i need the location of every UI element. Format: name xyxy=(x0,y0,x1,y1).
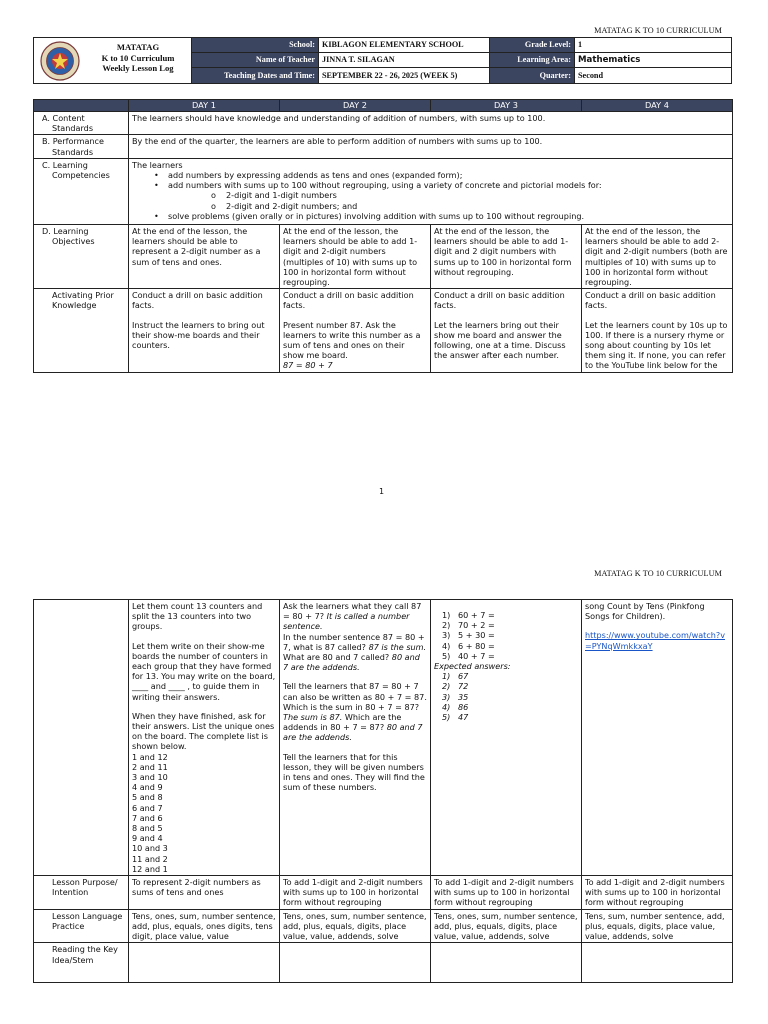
objective-day3: At the end of the lesson, the learners should be able to add 1-digit and 2 digit numbers with sums up to 100 in horizontal form without regrouping. xyxy=(431,225,582,289)
expected-answer: 1) 67 xyxy=(442,671,469,682)
content-standards-text: The learners should have knowledge and understanding of addition of numbers, with sums up to 100. xyxy=(129,112,733,135)
language-label: Lesson Language Practice xyxy=(34,909,129,943)
deped-seal-icon xyxy=(40,41,80,81)
youtube-link[interactable]: https://www.youtube.com/watch?v=PYNqWmkkxaY xyxy=(585,630,725,651)
header-info-table xyxy=(33,37,732,84)
purpose-day2: To add 1-digit and 2-digit numbers with sums up to 100 in horizontal form without regrouping xyxy=(280,876,431,910)
reading-label: Reading the Key Idea/Stem xyxy=(34,943,129,983)
pair-item: 10 and 3 xyxy=(132,843,168,854)
pair-item: 4 and 9 xyxy=(132,782,163,793)
objective-day4: At the end of the lesson, the learners should be able to add 2-digit and 2-digit numbers (both are multiples of 10) with sums up to 100 in horizontal form without regrouping. xyxy=(582,225,733,289)
curriculum-tag: MATATAG K TO 10 CURRICULUM xyxy=(594,26,722,35)
drill-item: 3) 5 + 30 = xyxy=(442,630,495,641)
pair-item: 1 and 12 xyxy=(132,751,168,762)
logo-subtitle-log: Weekly Lesson Log xyxy=(102,63,174,73)
expected-answer: 3) 35 xyxy=(442,691,469,702)
drill-items-list xyxy=(434,610,578,661)
performance-standards-row xyxy=(34,135,733,158)
teacher-value: JINNA T. SILAGAN xyxy=(319,52,490,68)
objectives-label: D. Learning Objectives xyxy=(34,225,129,289)
area-label: Learning Area: xyxy=(490,52,575,68)
day-header-row xyxy=(34,100,733,112)
purpose-row xyxy=(34,876,733,910)
grade-value: 1 xyxy=(575,38,732,53)
deped-logo-cell xyxy=(34,38,192,84)
competencies-intro: The learners xyxy=(132,159,183,170)
pair-item: 11 and 2 xyxy=(132,853,168,864)
school-label: School: xyxy=(192,38,319,53)
prior-day1: Conduct a drill on basic addition facts. Instruct the learners to bring out their show-me boards and their counters. xyxy=(129,289,280,372)
purpose-day4: To add 1-digit and 2-digit numbers with sums up to 100 in horizontal form without regrouping xyxy=(582,876,733,910)
dates-label: Teaching Dates and Time: xyxy=(192,68,319,84)
language-day3: Tens, ones, sum, number sentence, add, plus, equals, digits, place value, value, addends, solve xyxy=(431,909,582,943)
dates-value: SEPTEMBER 22 - 26, 2025 (WEEK 5) xyxy=(319,68,490,84)
drill-item: 5) 40 + 7 = xyxy=(442,650,495,661)
prior-day2: Conduct a drill on basic addition facts. Present number 87. Ask the learners to write this number as a sum of tens and ones on their show me board. 87 = 80 + 7 xyxy=(280,289,431,372)
purpose-day1: To represent 2-digit numbers as sums of tens and ones xyxy=(129,876,280,910)
performance-standards-label: B. Performance Standards xyxy=(34,135,129,158)
objectives-row xyxy=(34,225,733,289)
expected-answers-label: Expected answers: xyxy=(434,661,511,672)
competencies-row xyxy=(34,158,733,224)
competency-item: • add numbers with sums up to 100 without regrouping, using a variety of concrete and pictorial models for: o 2-digit and 1-digit numbers o 2-digit and 2-digit numbers; and xyxy=(132,180,729,211)
expected-answer: 5) 47 xyxy=(442,712,469,723)
competency-sublist xyxy=(168,190,729,210)
competency-subitem: o 2-digit and 2-digit numbers; and xyxy=(168,201,729,211)
competency-subitem: o 2-digit and 1-digit numbers xyxy=(168,190,729,200)
pair-item: 12 and 1 xyxy=(132,863,168,874)
pair-item: 6 and 7 xyxy=(132,802,163,813)
pair-item: 8 and 5 xyxy=(132,823,163,834)
pair-item: 5 and 8 xyxy=(132,792,163,803)
lesson-log-table-page1 xyxy=(33,99,733,373)
content-standards-row xyxy=(34,112,733,135)
competencies-list xyxy=(132,170,729,221)
purpose-day3: To add 1-digit and 2-digit numbers with sums up to 100 in horizontal form without regrouping xyxy=(431,876,582,910)
language-day1: Tens, ones, sum, number sentence, add, plus, equals, ones digits, tens digit, place value, value xyxy=(129,909,280,943)
prior-day3: Conduct a drill on basic addition facts. Let the learners bring out their show me board and answer the following, one at a time. Discuss the answer after each number. xyxy=(431,289,582,372)
reading-row xyxy=(34,943,733,983)
prior-knowledge-continued-row xyxy=(34,600,733,876)
drill-item: 2) 70 + 2 = xyxy=(442,620,495,631)
school-value: KIBLAGON ELEMENTARY SCHOOL xyxy=(319,38,490,53)
drill-item: 4) 6 + 80 = xyxy=(442,640,495,651)
logo-subtitle-curriculum: K to 10 Curriculum xyxy=(101,52,175,63)
expected-answers-list xyxy=(434,671,578,722)
prior-day4: Conduct a drill on basic addition facts. Let the learners count by 10s up to 100. If there is a nursery rhyme or song about counting by 10s let them sing it. If none, you can refer to the YouTube link below for the xyxy=(582,289,733,372)
day-1-header: DAY 1 xyxy=(129,100,280,112)
content-standards-label: A. Content Standards xyxy=(34,112,129,135)
cont-day2: Ask the learners what they call 87 = 80 + 7? It is called a number sentence. In the number sentence 87 = 80 + 7, what is 87 called? 87 is the sum. What are 80 and 7 called? 80 and 7 are the addends. Tell the learners that 87 = 80 + 7 can also be written as 80 + 7 = 87. Which is the sum in 80 + 7 = 87? The sum is 87. Which are the addends in 80 + 7 = 87? 80 and 7 are the addends. Tell the learners that for this lesson, they will be given numbers in tens and ones. They will find the sum of these numbers. xyxy=(280,600,431,876)
day-2-header: DAY 2 xyxy=(280,100,431,112)
area-value: Mathematics xyxy=(575,52,732,68)
cont-day4: song Count by Tens (Pinkfong Songs for Children). https://www.youtube.com/watch?v=PYNqWmkkxaY xyxy=(582,600,733,876)
pair-item: 9 and 4 xyxy=(132,833,163,844)
language-row xyxy=(34,909,733,943)
pairs-list xyxy=(132,752,276,874)
purpose-label: Lesson Purpose/ Intention xyxy=(34,876,129,910)
day-4-header: DAY 4 xyxy=(582,100,733,112)
grade-label: Grade Level: xyxy=(490,38,575,53)
competencies-cell xyxy=(129,158,733,224)
pair-item: 3 and 10 xyxy=(132,772,168,783)
prior-knowledge-label: Activating Prior Knowledge xyxy=(34,289,129,372)
pair-item: 7 and 6 xyxy=(132,812,163,823)
teacher-label: Name of Teacher xyxy=(192,52,319,68)
prior-knowledge-row xyxy=(34,289,733,372)
cont-day1: Let them count 13 counters and split the 13 counters into two groups. Let them write on their show-me boards the number of counters in each group that they have formed for 13. You may write on the board, ____ and ____ , to guide them in writing their answers. When they have finished, ask for their answers. List the unique ones on the board. The complete list is shown below. 1 and 12 2 and 11 3 and 10 4 and 9 5 and 8 6 and 7 7 and 6 8 and 5 9 and 4 10 and 3 11 and 2 12 and 1 xyxy=(129,600,280,876)
language-day4: Tens, sum, number sentence, add, plus, equals, digits, place value, value, addends, solve xyxy=(582,909,733,943)
page-number: 1 xyxy=(379,487,385,496)
objective-day1: At the end of the lesson, the learners should be able to represent a 2-digit number as a sum of tens and ones. xyxy=(129,225,280,289)
quarter-value: Second xyxy=(575,68,732,84)
language-day2: Tens, ones, sum, number sentence, add, plus, equals, digits, place value, value, addends, solve xyxy=(280,909,431,943)
pair-item: 2 and 11 xyxy=(132,761,168,772)
performance-standards-text: By the end of the quarter, the learners are able to perform addition of numbers with sums up to 100. xyxy=(129,135,733,158)
competency-item: • solve problems (given orally or in pictures) involving addition with sums up to 100 without regrouping. xyxy=(132,211,729,221)
competency-item: • add numbers by expressing addends as tens and ones (expanded form); xyxy=(132,170,729,180)
expected-answer: 2) 72 xyxy=(442,681,469,692)
cont-day3 xyxy=(431,600,582,876)
objective-day2: At the end of the lesson, the learners should be able to add 1-digit and 2-digit numbers (multiples of 10) with sums up to 100 in horizontal form without regrouping. xyxy=(280,225,431,289)
lesson-log-table-page2 xyxy=(33,599,733,983)
logo-title: MATATAG xyxy=(116,42,160,52)
curriculum-tag-page2: MATATAG K TO 10 CURRICULUM xyxy=(594,569,722,578)
expected-answer: 4) 86 xyxy=(442,701,469,712)
drill-item: 1) 60 + 7 = xyxy=(442,610,495,620)
day-3-header: DAY 3 xyxy=(431,100,582,112)
competencies-label: C. Learning Competencies xyxy=(34,158,129,224)
quarter-label: Quarter: xyxy=(490,68,575,84)
